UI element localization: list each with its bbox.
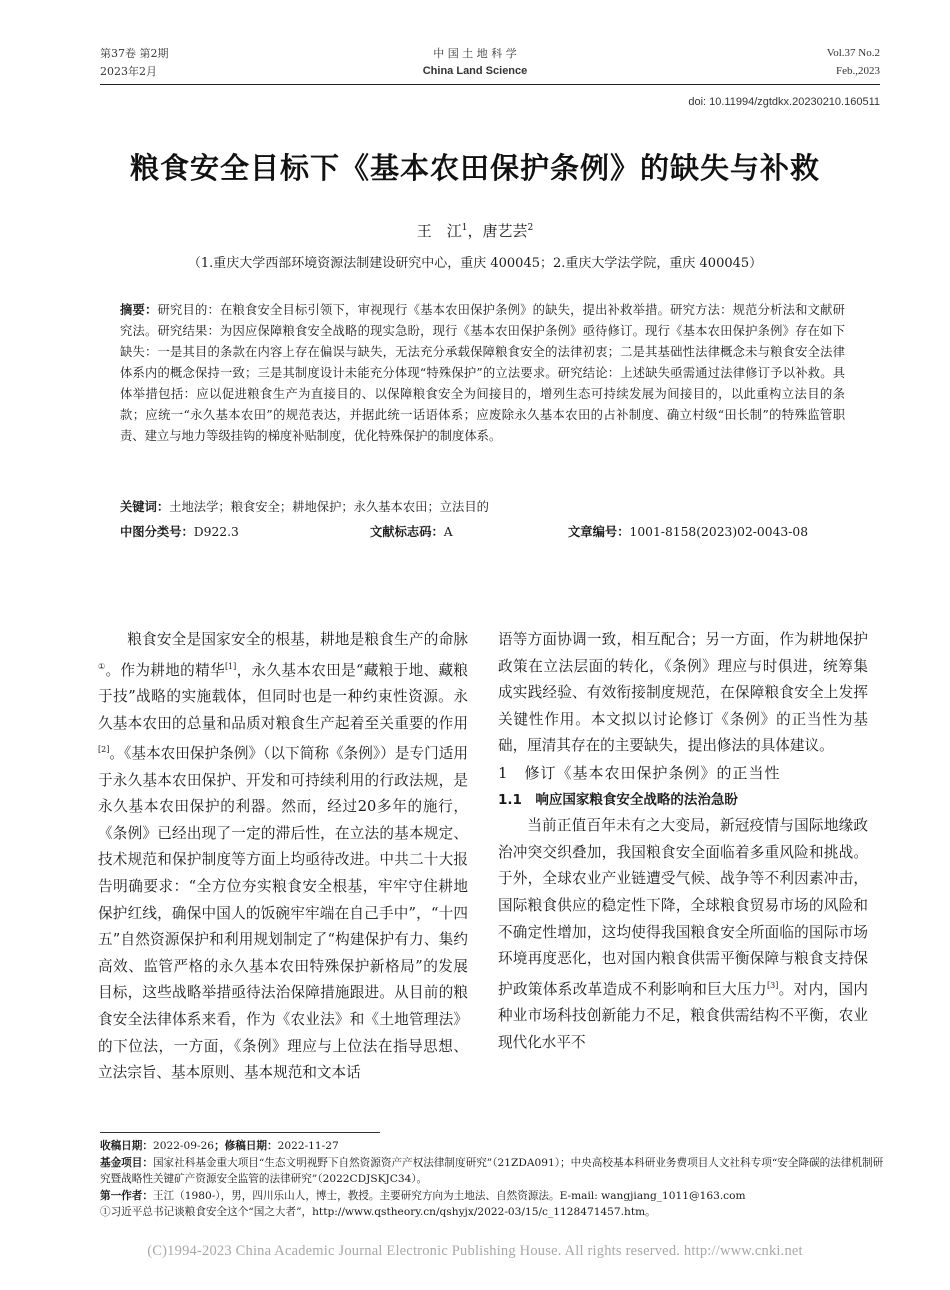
author-1-affil: 1 xyxy=(461,223,468,233)
keywords xyxy=(120,497,489,515)
header-journal-cn: 中 国 土 地 科 学 xyxy=(433,47,517,60)
subsection-heading: 1.1 响应国家粮食安全战略的法治急盼 xyxy=(498,791,738,808)
text-run: 粮食安全是国家安全的根基，耕地是粮食生产的命脉 xyxy=(127,631,468,648)
doc-code xyxy=(370,522,453,540)
text-run: 。《基本农田保护条例》（以下简称《条例》）是专门适用于永久基本农田保护、开发和可持续利用的行政法规，是永久基本农田保护的利器。然而，经过20多年的施行，《条例》已经出现了一定的滞后性，在立法的基本规定、技术规范和保护制度等方面上均亟待改进。中共二十大报告明确要求：“全方位夯实粮食安全根基，牢牢守住耕地保护红线，确保中国人的饭碗牢牢端在自己手中”，“十四五”自然资源保护和利用规划制定了“构建保护有力、集约高效、监管严格的永久基本农田特殊保护新格局”的发展目标，这些战略举措亟待法治保障措施跟进。从目前的粮食安全法律体系来看，作为《农业法》和《土地管理法》的下位法，一方面，《条例》理应与上位法在指导思想、立法宗旨、基本原则、基本规范和文本话 xyxy=(98,745,468,1082)
footnote-author xyxy=(100,1188,885,1205)
header-vol-en: Vol.37 No.2 xyxy=(826,47,880,59)
footnotes xyxy=(100,1138,885,1221)
header-journal-en: China Land Science xyxy=(422,65,528,77)
text-run: ，永久基本农田是“藏粮于地、藏粮于技”战略的实施载体，但同时也是一种约束性资源。永久基本农田的总量和品质对粮食生产起着至关重要的作用 xyxy=(98,661,468,732)
clc-number xyxy=(120,522,239,540)
author-2: 唐艺芸 xyxy=(482,222,528,240)
article-number xyxy=(568,522,808,540)
author-label: 第一作者： xyxy=(100,1189,153,1202)
body-left-column xyxy=(98,627,468,1087)
authors xyxy=(0,220,950,241)
doi: doi: 10.11994/zgtdkx.20230210.160511 xyxy=(688,96,880,108)
header-rule xyxy=(100,84,880,85)
text-run: 当前正值百年未有之大变局，新冠疫情与国际地缘政治冲突交织叠加，我国粮食安全面临着多重风险和挑战。于外，全球农业产业链遭受气候、战争等不利因素冲击，国际粮食供应的稳定性下降，全球粮食贸易市场的风险和不确定性增加，这均使得我国粮食安全所面临的国际市场环境再度恶化，也对国内粮食供需平衡保障与粮食支持保护政策体系改革造成不利影响和巨大压力 xyxy=(498,817,868,998)
footnote-ref: ① xyxy=(98,661,106,671)
text-run: 。作为耕地的精华 xyxy=(105,661,225,679)
copyright-watermark: (C)1994-2023 China Academic Journal Electronic Publishing House. All rights reserved. http://www.cnki.net xyxy=(147,1243,803,1259)
clc-label: 中图分类号： xyxy=(120,525,194,539)
article-number-value: 1001-8158(2023)02-0043-08 xyxy=(629,525,809,539)
body-paragraph xyxy=(498,813,868,1056)
clc-value: D922.3 xyxy=(193,525,239,539)
author-text: 王江（1980-），男，四川乐山人，博士，教授。主要研究方向为土地法、自然资源法。E-mail: wangjiang_1011@163.com xyxy=(152,1189,746,1202)
doc-code-value: A xyxy=(443,525,453,539)
citation-ref: [3] xyxy=(766,980,779,990)
fund-text: 国家社科基金重大项目“生态文明视野下自然资源资产产权法律制度研究”（21ZDA091）；中央高校基本科研业务费项目人文社科专项“安全降碳的法律机制研究暨战略性关键矿产资源安全监管的法律研究”（2022CDJSKJC34）。 xyxy=(100,1156,884,1185)
citation-ref: [2] xyxy=(98,745,110,755)
affiliations: （1.重庆大学西部环境资源法制建设研究中心，重庆 400045；2.重庆大学法学院，重庆 400045） xyxy=(187,256,763,271)
revised-date: 2022-11-27 xyxy=(277,1140,339,1152)
header-date-en: Feb.,2023 xyxy=(836,65,880,77)
section-heading: 1 修订《基本农田保护条例》的正当性 xyxy=(498,763,781,782)
keywords-label: 关键词： xyxy=(120,500,170,514)
footnote-fund xyxy=(100,1155,885,1188)
abstract-text: 研究目的：在粮食安全目标引领下，审视现行《基本农田保护条例》的缺失，提出补救举措。研究方法：规范分析法和文献研究法。研究结果：为因应保障粮食安全战略的现实急盼，现行《基本农田保护条例》亟待修订。现行《基本农田保护条例》存在如下缺失：一是其目的条款在内容上存在偏误与缺失，无法充分承载保障粮食安全的法律初衷；二是其基础性法律概念未与粮食安全法律体系内的概念保持一致；三是其制度设计未能充分体现“特殊保护”的立法要求。研究结论：上述缺失亟需通过法律修订予以补救。具体举措包括：应以促进粮食生产为直接目的、以保障粮食安全为间接目的，增列生态可持续发展为间接目的，以此重构立法目的条款；应统一“永久基本农田”的规范表达，并据此统一话语体系；应废除永久基本农田的占补制度、确立村级“田长制”的特殊监管职责、建立与地力等级挂钩的梯度补贴制度，优化特殊保护的制度体系。 xyxy=(120,303,845,443)
keywords-text: 土地法学；粮食安全；耕地保护；永久基本农田；立法目的 xyxy=(169,500,489,514)
article-number-label: 文章编号： xyxy=(568,525,630,539)
header-volume: 第37卷 第2期 xyxy=(100,47,169,60)
body-paragraph: 语等方面协调一致，相互配合；另一方面，作为耕地保护政策在立法层面的转化，《条例》理应与时俱进，统筹集成实践经验、有效衔接制度规范，在保障粮食安全上发挥关键性作用。本文拟以讨论修订《条例》的正当性为基础，厘清其存在的主要缺失，提出修法的具体建议。 xyxy=(498,631,868,755)
body-paragraph xyxy=(98,627,468,1087)
header-date: 2023年2月 xyxy=(100,65,157,78)
author-2-affil: 2 xyxy=(527,223,534,233)
footnote-note: ①习近平总书记谈粮食安全这个“国之大者”，http://www.qstheory.cn/qshyjx/2022-03/15/c_1128471457.htm。 xyxy=(100,1206,656,1218)
footnote-dates xyxy=(100,1138,885,1155)
body-right-column xyxy=(498,627,868,1056)
revised-label: ；修稿日期： xyxy=(214,1140,278,1152)
doc-code-label: 文献标志码： xyxy=(370,525,444,539)
paper-title: 粮食安全目标下《基本农田保护条例》的缺失与补救 xyxy=(129,151,820,185)
author-sep: ， xyxy=(467,222,483,240)
abstract-label: 摘要： xyxy=(120,303,158,317)
footnote-rule xyxy=(100,1132,380,1133)
fund-label: 基金项目： xyxy=(100,1156,153,1169)
received-label: 收稿日期： xyxy=(100,1140,153,1152)
citation-ref: [1] xyxy=(224,661,237,671)
author-1: 王 江 xyxy=(416,222,462,240)
received-date: 2022-09-26 xyxy=(152,1140,215,1152)
abstract xyxy=(120,300,845,447)
text-run: 。对内，国内种业市场科技创新能力不足，粮食供需结构不平衡，农业现代化水平不 xyxy=(498,980,868,1051)
